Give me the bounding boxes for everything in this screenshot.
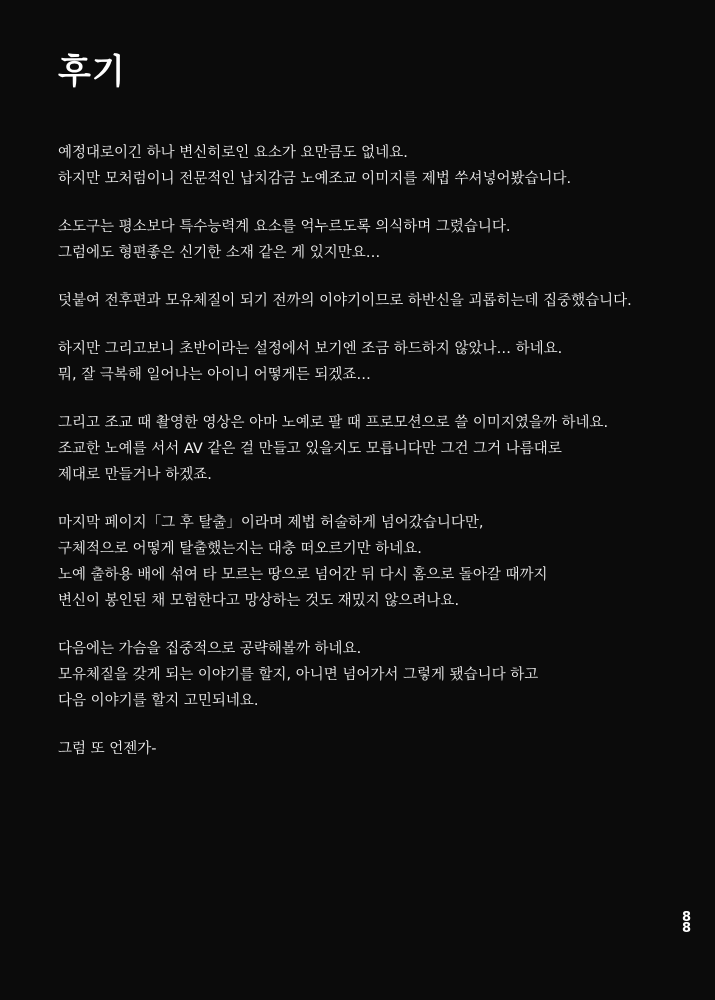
text-line: 예정대로이긴 하나 변신히로인 요소가 요만큼도 없네요. xyxy=(58,145,408,161)
paragraph xyxy=(58,736,668,762)
paragraph xyxy=(58,336,668,388)
page-number-digit: 8 xyxy=(681,921,691,936)
text-line: 그럼에도 형편좋은 신기한 소재 같은 게 있지만요… xyxy=(58,245,381,261)
text-line: 다음에는 가슴을 집중적으로 공략해볼까 하네요. xyxy=(58,641,362,657)
text-line: 조교한 노예를 서서 AV 같은 걸 만들고 있을지도 모릅니다만 그건 그거 나름대로 xyxy=(58,441,562,457)
paragraph xyxy=(58,410,668,488)
text-line: 노예 출하용 배에 섞여 타 모르는 땅으로 넘어간 뒤 다시 홈으로 돌아갈 때까지 xyxy=(58,567,548,583)
paragraph xyxy=(58,140,668,192)
page-title: 후기 xyxy=(58,52,126,92)
text-line: 뭐, 잘 극복해 일어나는 아이니 어떻게든 되겠죠… xyxy=(58,367,371,383)
page-number-digit: 8 xyxy=(681,910,691,925)
text-line: 소도구는 평소보다 특수능력계 요소를 억누르도록 의식하며 그렸습니다. xyxy=(58,219,511,235)
text-line: 모유체질을 갖게 되는 이야기를 할지, 아니면 넘어가서 그렇게 됐습니다 하고 xyxy=(58,667,539,683)
afterword-body xyxy=(58,140,668,762)
text-line: 변신이 봉인된 채 모험한다고 망상하는 것도 재밌지 않으려나요. xyxy=(58,593,460,609)
paragraph xyxy=(58,636,668,714)
text-line: 마지막 페이지「그 후 탈출」이라며 제법 허술하게 넘어갔습니다만, xyxy=(58,515,484,531)
text-line: 다음 이야기를 할지 고민되네요. xyxy=(58,693,259,709)
paragraph xyxy=(58,214,668,266)
text-line: 그럼 또 언젠가- xyxy=(58,741,157,757)
text-line: 구체적으로 어떻게 탈출했는지는 대충 떠오르기만 하네요. xyxy=(58,541,422,557)
text-line: 하지만 모처럼이니 전문적인 납치감금 노예조교 이미지를 제법 쑤셔넣어봤습니다. xyxy=(58,171,572,187)
page-number xyxy=(671,912,691,934)
paragraph xyxy=(58,288,668,314)
text-line: 그리고 조교 때 촬영한 영상은 아마 노예로 팔 때 프로모션으로 쓸 이미지였을까 하네요. xyxy=(58,415,609,431)
text-line: 제대로 만들거나 하겠죠. xyxy=(58,467,212,483)
paragraph xyxy=(58,510,668,614)
text-line: 덧붙여 전후편과 모유체질이 되기 전까의 이야기이므로 하반신을 괴롭히는데 집중했습니다. xyxy=(58,293,632,309)
text-line: 하지만 그리고보니 초반이라는 설정에서 보기엔 조금 하드하지 않았나… 하네요. xyxy=(58,341,563,357)
